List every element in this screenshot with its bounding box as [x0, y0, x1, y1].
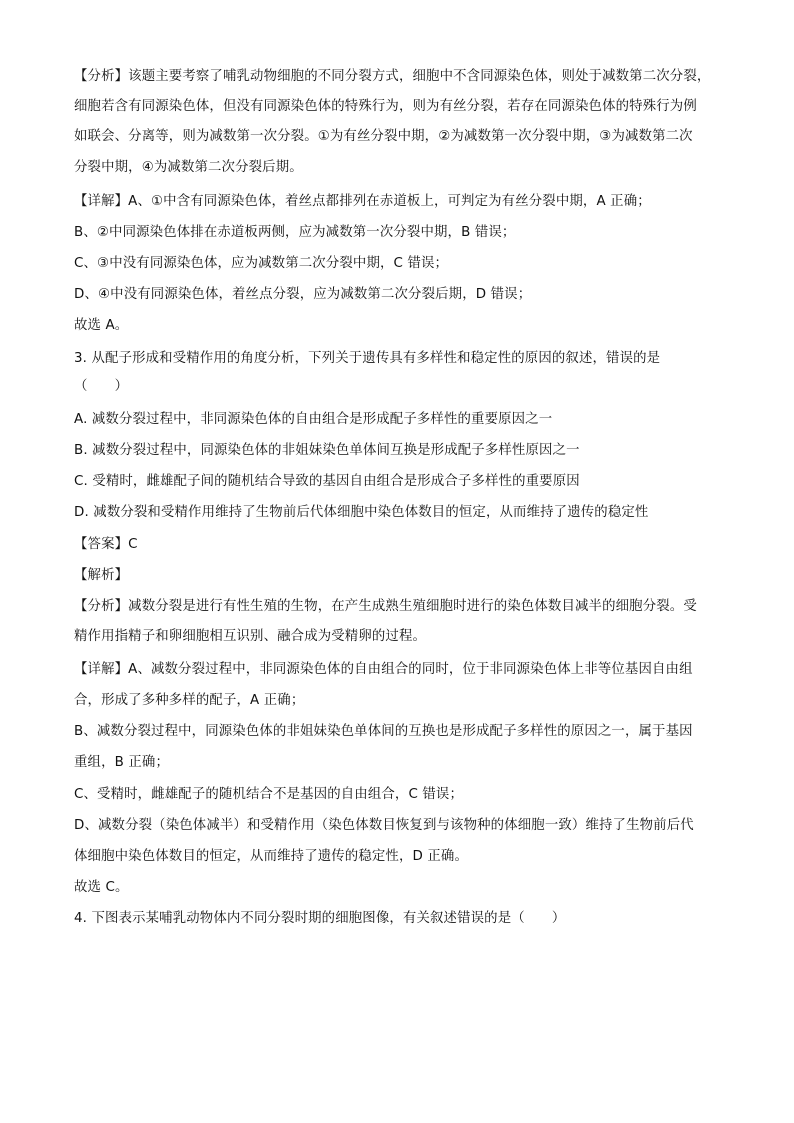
q2-analysis-line-3: 如联会、分离等，则为减数第一次分裂。①为有丝分裂中期，②为减数第一次分裂中期，③为减数第二次 — [74, 129, 693, 144]
q3-analysis-line-2: 精作用指精子和卵细胞相互识别、融合成为受精卵的过程。 — [74, 629, 427, 644]
q3-option-b: B. 减数分裂过程中，同源染色体的非姐妹染色单体间互换是形成配子多样性原因之一 — [74, 443, 580, 458]
q2-analysis-line-4: 分裂中期，④为减数第二次分裂后期。 — [74, 160, 303, 175]
q3-analysis-line-1: 【分析】减数分裂是进行有性生殖的生物，在产生成熟生殖细胞时进行的染色体数目减半的细胞分裂。受 — [74, 599, 697, 614]
q2-analysis-line-2: 细胞若含有同源染色体，但没有同源染色体的特殊行为，则为有丝分裂，若存在同源染色体的特殊行为例 — [74, 99, 697, 114]
q3-option-d: D. 减数分裂和受精作用维持了生物前后代体细胞中染色体数目的恒定，从而维持了遗传的稳定性 — [74, 505, 649, 520]
q2-detail-line-3: C、③中没有同源染色体，应为减数第二次分裂中期，C 错误； — [74, 256, 449, 271]
q3-detail-line-5: C、受精时，雌雄配子的随机结合不是基因的自由组合，C 错误； — [74, 787, 464, 802]
q3-detail-line-3: B、减数分裂过程中，同源染色体的非姐妹染色单体间的互换也是形成配子多样性的原因之一，属于基因 — [74, 724, 693, 739]
q3-choice: 故选 C。 — [74, 880, 129, 895]
q3-detail-line-1: 【详解】A、减数分裂过程中，非同源染色体的自由组合的同时，位于非同源染色体上非等位基因自由组 — [74, 662, 693, 677]
q3-option-a: A. 减数分裂过程中，非同源染色体的自由组合是形成配子多样性的重要原因之一 — [74, 412, 553, 427]
q2-detail-line-2: B、②中同源染色体排在赤道板两侧，应为减数第一次分裂中期，B 错误； — [74, 225, 516, 240]
q4-stem: 4. 下图表示某哺乳动物体内不同分裂时期的细胞图像，有关叙述错误的是（ ） — [74, 911, 566, 926]
q3-answer: 【答案】C — [74, 537, 138, 552]
q3-bracket: （ ） — [74, 379, 129, 394]
q2-detail-line-4: D、④中没有同源染色体，着丝点分裂，应为减数第二次分裂后期，D 错误； — [74, 287, 532, 302]
q2-analysis-line-1: 【分析】该题主要考察了哺乳动物细胞的不同分裂方式，细胞中不含同源染色体，则处于减数第二次分裂， — [74, 69, 711, 84]
q3-detail-line-2: 合，形成了多种多样的配子，A 正确； — [74, 693, 305, 708]
q3-detail-line-4: 重组，B 正确； — [74, 755, 169, 770]
q3-detail-line-7: 体细胞中染色体数目的恒定，从而维持了遗传的稳定性，D 正确。 — [74, 849, 469, 864]
q2-choice: 故选 A。 — [74, 318, 129, 333]
q3-option-c: C. 受精时，雌雄配子间的随机结合导致的基因自由组合是形成合子多样性的重要原因 — [74, 474, 580, 489]
q3-explain-title: 【解析】 — [74, 568, 129, 583]
q3-stem: 3. 从配子形成和受精作用的角度分析，下列关于遗传具有多样性和稳定性的原因的叙述，错误的是 — [74, 351, 661, 366]
q2-detail-line-1: 【详解】A、①中含有同源染色体，着丝点都排列在赤道板上，可判定为有丝分裂中期，A 正确； — [74, 194, 651, 209]
q3-detail-line-6: D、减数分裂（染色体减半）和受精作用（染色体数目恢复到与该物种的体细胞一致）维持了生物前后代 — [74, 818, 694, 833]
